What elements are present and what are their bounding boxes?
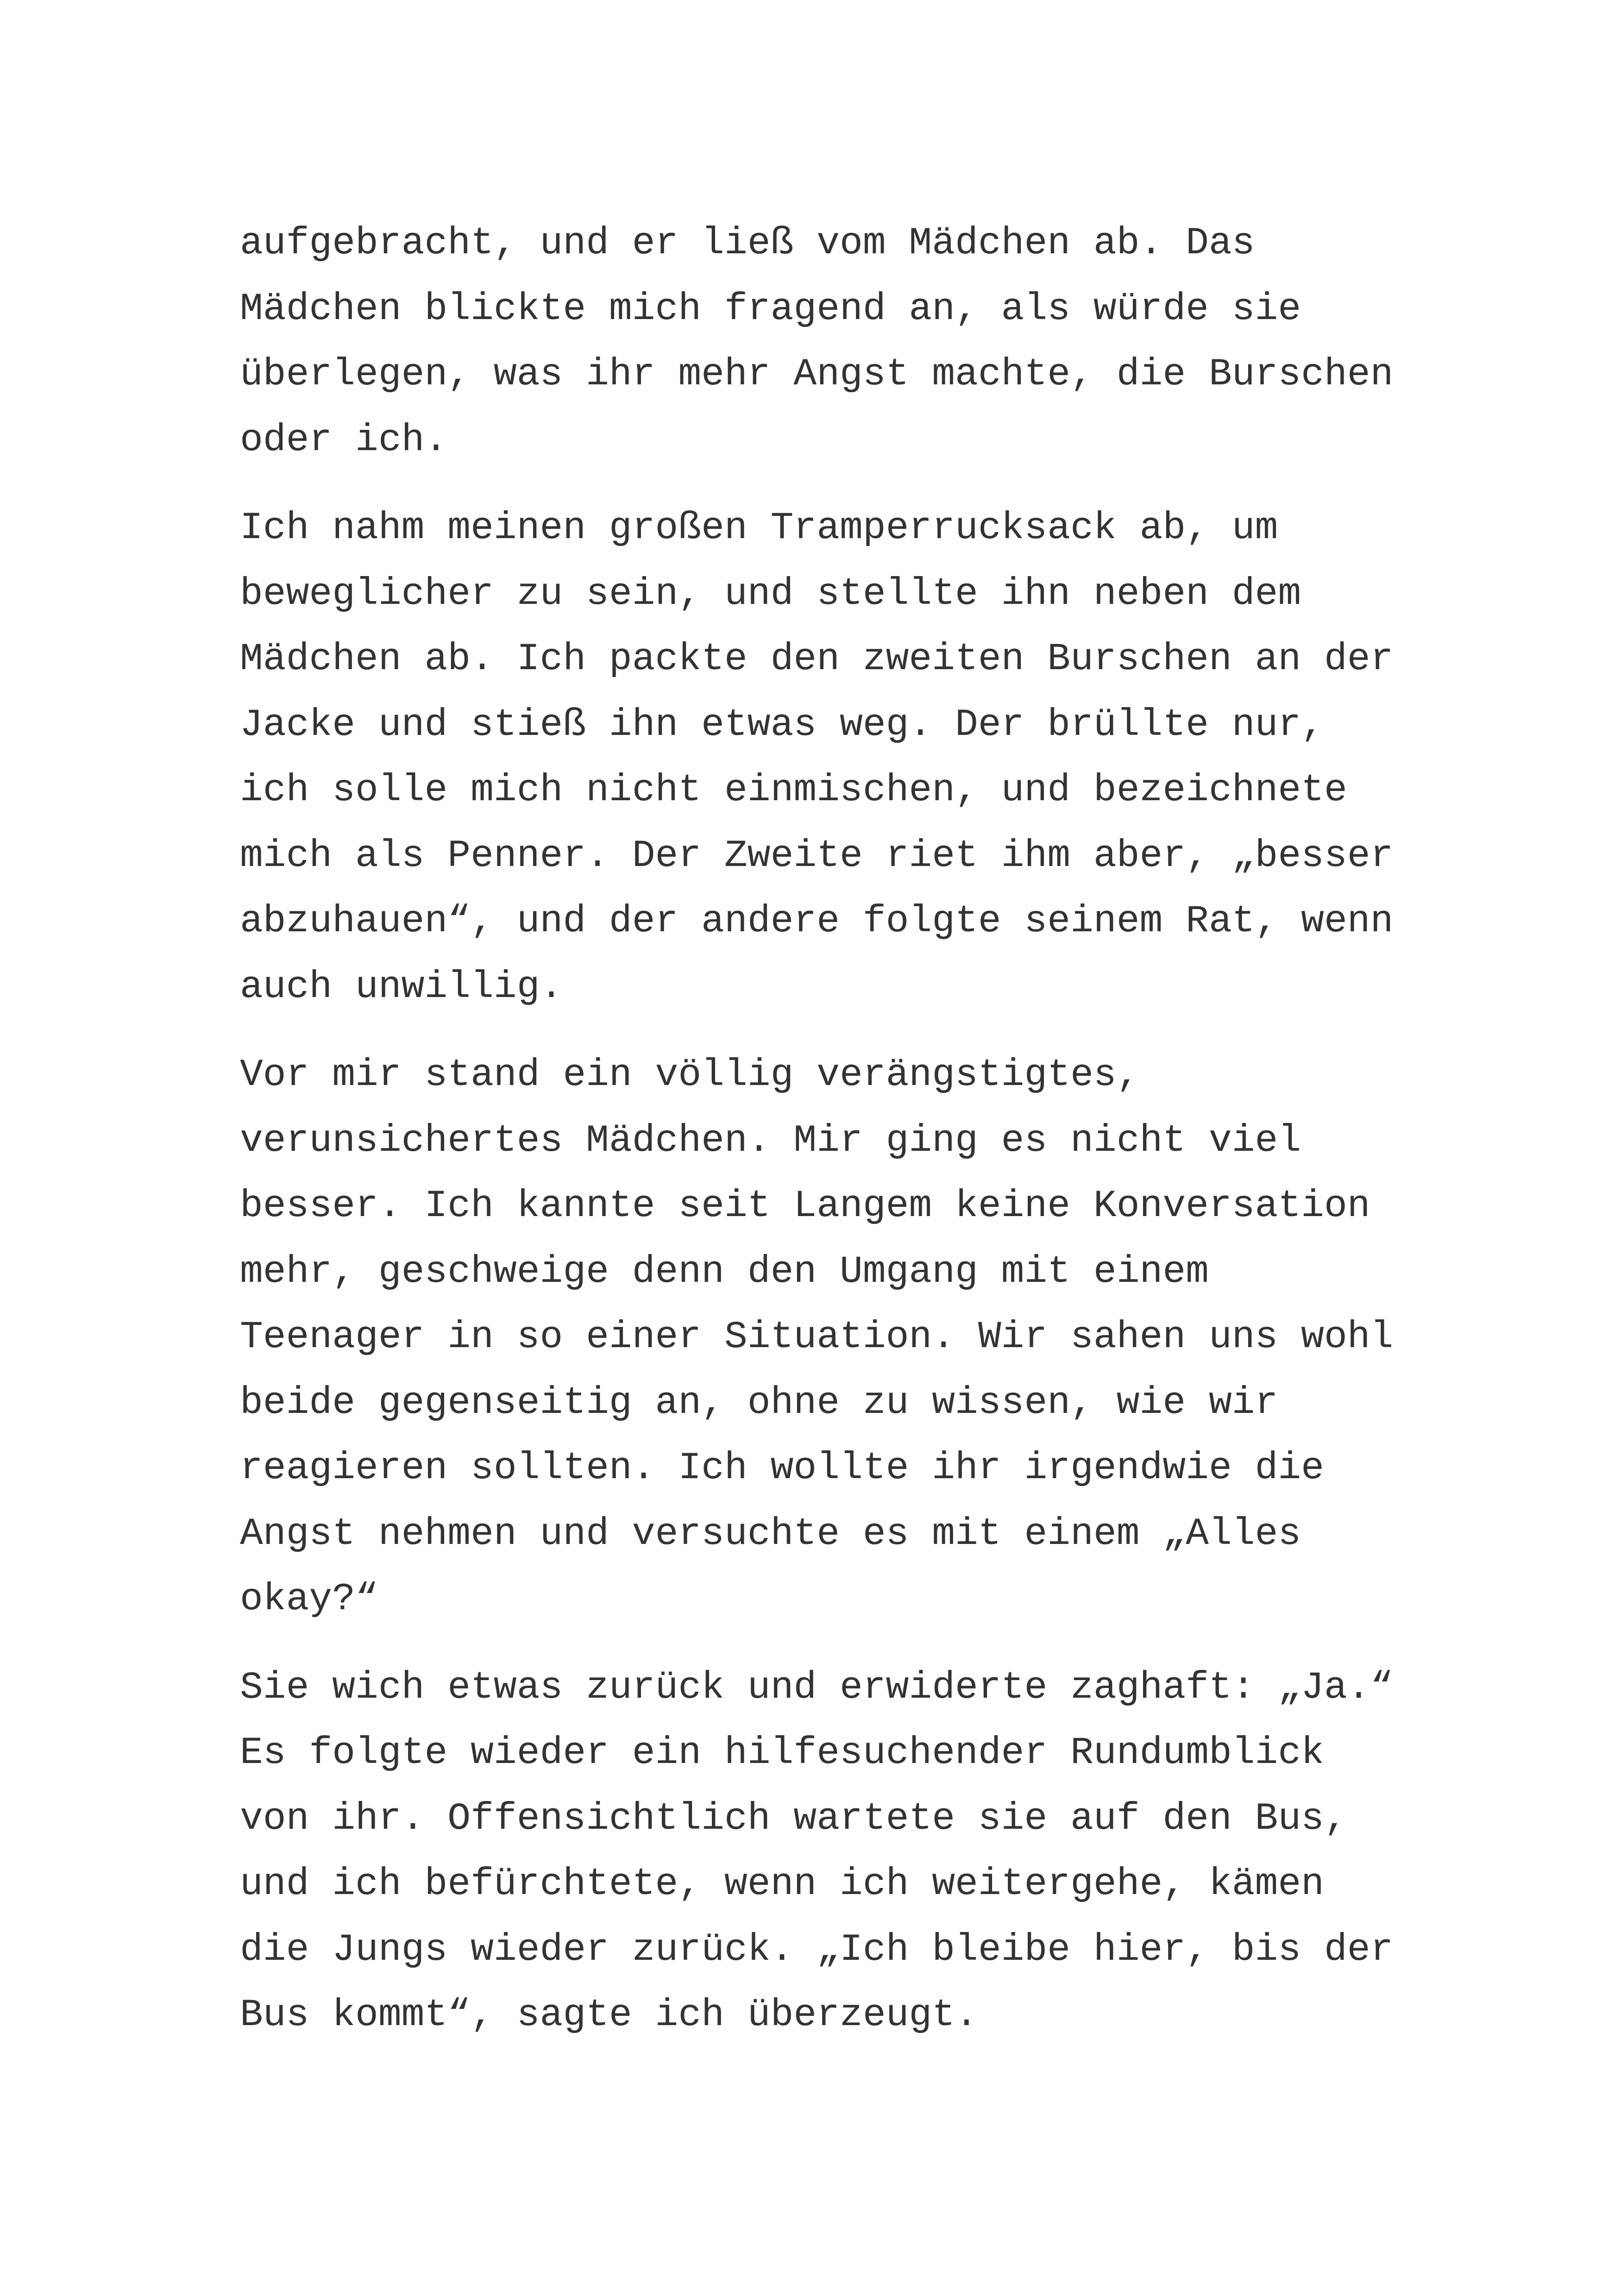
text-line: besser. Ich kannte seit Langem keine Konversation: [240, 1184, 1370, 1228]
text-line: abzuhauen“, und der andere folgte seinem Rat, wenn: [240, 899, 1394, 943]
text-line: Mädchen blickte mich fragend an, als würde sie: [240, 287, 1301, 331]
paragraph-4: [240, 1655, 1453, 2048]
paragraph-1: [240, 211, 1453, 473]
text-line: beweglicher zu sein, und stellte ihn neben dem: [240, 571, 1301, 615]
text-line: aufgebracht, und er ließ vom Mädchen ab. Das: [240, 221, 1255, 265]
paragraph-3: [240, 1042, 1453, 1632]
text-line: verunsichertes Mädchen. Mir ging es nicht viel: [240, 1118, 1301, 1162]
text-line: Es folgte wieder ein hilfesuchender Rundumblick: [240, 1731, 1324, 1775]
body-text: [240, 211, 1453, 2048]
paragraph-2: [240, 496, 1453, 1020]
paragraph-spacer: [240, 1020, 1453, 1042]
text-line: Angst nehmen und versuchte es mit einem „Alles: [240, 1512, 1301, 1556]
text-line: Teenager in so einer Situation. Wir sahen uns wohl: [240, 1315, 1394, 1359]
text-line: ich solle mich nicht einmischen, und bezeichnete: [240, 768, 1347, 812]
paragraph-spacer: [240, 1632, 1453, 1655]
text-line: die Jungs wieder zurück. „Ich bleibe hier, bis der: [240, 1927, 1394, 1971]
text-line: Sie wich etwas zurück und erwiderte zaghaft: „Ja.“: [240, 1665, 1394, 1709]
text-line: Ich nahm meinen großen Tramperrucksack ab, um: [240, 506, 1278, 550]
text-line: mehr, geschweige denn den Umgang mit einem: [240, 1249, 1209, 1293]
text-line: beide gegenseitig an, ohne zu wissen, wie wir: [240, 1380, 1278, 1424]
text-line: Mädchen ab. Ich packte den zweiten Burschen an der: [240, 637, 1394, 681]
text-line: oder ich.: [240, 418, 448, 462]
text-line: Bus kommt“, sagte ich überzeugt.: [240, 1993, 978, 2037]
text-line: von ihr. Offensichtlich wartete sie auf den Bus,: [240, 1796, 1347, 1840]
text-line: reagieren sollten. Ich wollte ihr irgendwie die: [240, 1446, 1324, 1490]
paragraph-spacer: [240, 473, 1453, 496]
text-line: überlegen, was ihr mehr Angst machte, die Burschen: [240, 352, 1394, 396]
text-line: mich als Penner. Der Zweite riet ihm aber, „besser: [240, 834, 1394, 878]
text-line: Vor mir stand ein völlig verängstigtes,: [240, 1053, 1140, 1097]
text-line: auch unwillig.: [240, 965, 563, 1009]
text-line: Jacke und stieß ihn etwas weg. Der brüllte nur,: [240, 703, 1324, 747]
text-line: okay?“: [240, 1577, 378, 1621]
text-line: und ich befürchtete, wenn ich weitergehe, kämen: [240, 1862, 1324, 1906]
